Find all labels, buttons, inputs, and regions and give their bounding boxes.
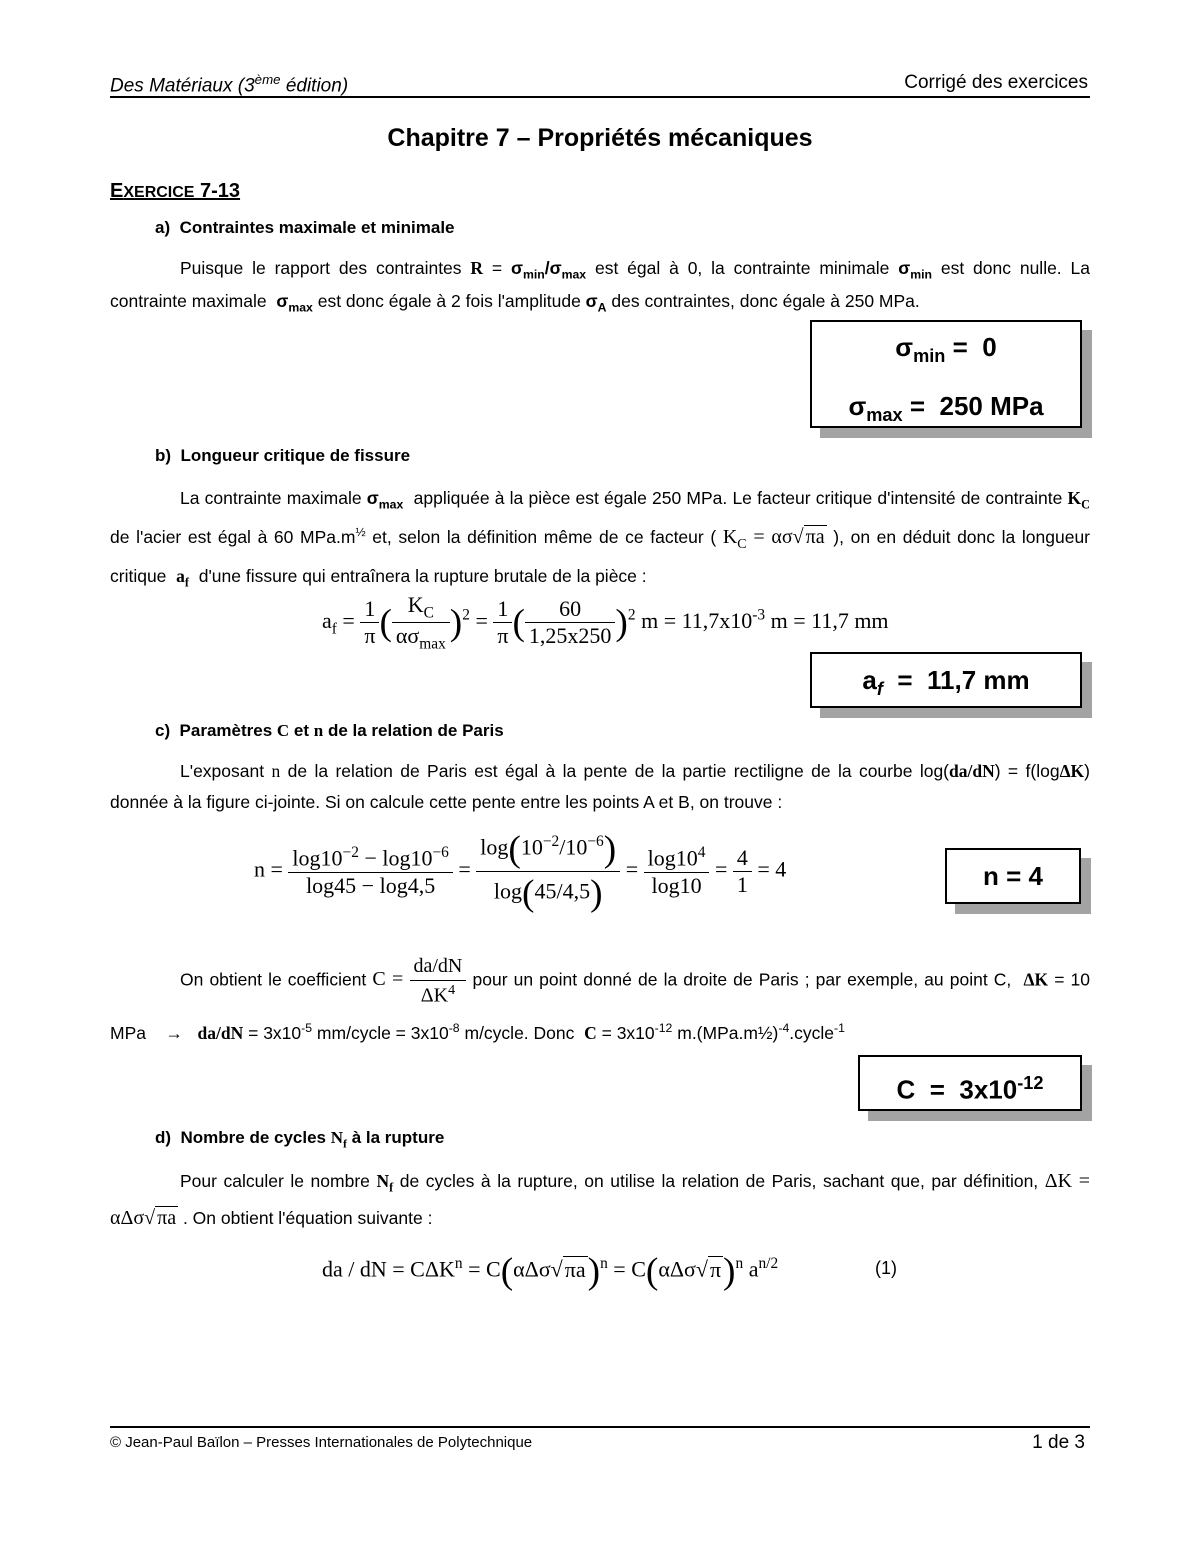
running-header-title: Des Matériaux (3ème édition) bbox=[110, 72, 349, 97]
critical-length-equation: $a_f$ = $\frac{1}{\pi}$ ( $\frac{K_C}{\alpha\sigma_{max}}$ )$^2$ = $\frac{1}{\pi}$ ( $\frac{60}{1,25x250}$ )$^2$ $m = 11,7x10^{-3}$ m = 11,7 mm bbox=[322, 592, 889, 653]
section-d-heading: d) Nombre de cycles $N_f$ à la rupture bbox=[155, 1128, 445, 1151]
footer-rule bbox=[110, 1426, 1090, 1428]
paris-exponent-equation: n = $\frac{\log 10^{-2} - \log 10^{-6}}{\log 45 - \log 4,5}$ = $\frac{\log(10^{-2}/10^{-6})}{\log(45/4,5)}$ = $\frac{\log 10^4}{\log 10}$ = $\frac{4}{1}$ = 4 bbox=[254, 829, 787, 914]
result-box-c: $C = 3x10^{-12}$ bbox=[858, 1055, 1082, 1111]
sigma-min-result: $\sigma_{min} = 0$ bbox=[895, 332, 997, 367]
running-header-right: Corrigé des exercices bbox=[904, 72, 1088, 93]
page-title: Chapitre 7 – Propriétés mécaniques bbox=[387, 124, 813, 152]
equation-number: (1) bbox=[875, 1258, 897, 1278]
section-a-heading: a) Contraintes maximale et minimale bbox=[155, 218, 455, 237]
paris-law-equation: da / dN = $C\Delta K^n = C(\alpha\Delta\sigma√\pi a)^n = C(\alpha\Delta\sigma√\pi)^n$ $a^{n/2}$ bbox=[322, 1251, 779, 1292]
header-rule bbox=[110, 96, 1090, 98]
exercise-heading: EXERCICE 7-13 bbox=[110, 180, 241, 202]
result-box-n: n = 4 bbox=[945, 848, 1081, 904]
result-box-stresses bbox=[810, 320, 1082, 428]
section-c-paragraph-2: On obtient le coefficient C = $\frac{da/dN}{\Delta K^4}$ pour un point donné de la droite de Paris ; par exemple, au point C, ΔK = 10 MPa → $da/dN = 3x10^{-5}$ mm/cycle = $3x10^{-8}$ m/cycle. Donc $C = 3x10^{-12}$ m.(MPa.m½)$^{-4}$.cycle$^{-1}$ bbox=[110, 952, 1090, 1057]
section-c-paragraph: L'exposant n de la relation de Paris est égal à la pente de la partie rectiligne de la courbe log(da/dN) = f(logΔK) donnée à la figure ci-jointe. Si on calcule cette pente entre les points A et B, on trouve : bbox=[110, 761, 1090, 812]
section-a-paragraph: Puisque le rapport des contraintes $R = \sigma_{min}/\sigma_{max}$ est égal à 0, la contrainte minimale $\sigma_{min}$ est donc nulle. La contrainte maximale $\sigma_{max}$ est donc égale à 2 fois l'amplitude $\sigma_A$ des contraintes, donc égale à 250 MPa. bbox=[110, 258, 1090, 315]
result-box-critical-length: $a_f = 11,7$ mm bbox=[810, 652, 1082, 708]
section-c-heading: c) Paramètres C et n de la relation de Paris bbox=[155, 721, 504, 740]
page-number: 1 de 3 bbox=[1032, 1432, 1085, 1453]
sigma-max-result: $\sigma_{max} = 250$ MPa bbox=[848, 391, 1044, 426]
section-b-paragraph: La contrainte maximale $\sigma_{max}$ appliquée à la pièce est égale 250 MPa. Le facteur critique d'intensité de contrainte $K_C$ de l'acier est égal à 60 $MPa.m^{\frac{1}{2}}$ et, selon la définition même de ce facteur ( $K_C = \alpha\sigma√$ πa ), on en déduit donc la longueur critique $a_f$ d'une fissure qui entraînera la rupture brutale de la pièce : bbox=[110, 488, 1091, 590]
section-b-heading: b) Longueur critique de fissure bbox=[155, 446, 411, 465]
section-d-paragraph: Pour calculer le nombre $N_f$ de cycles à la rupture, on utilise la relation de Paris, sachant que, par définition, ΔK = αΔσ√ πa . On obtient l'équation suivante : bbox=[110, 1170, 1090, 1229]
footer-copyright: © Jean-Paul Baïlon – Presses Internationales de Polytechnique bbox=[110, 1434, 533, 1451]
